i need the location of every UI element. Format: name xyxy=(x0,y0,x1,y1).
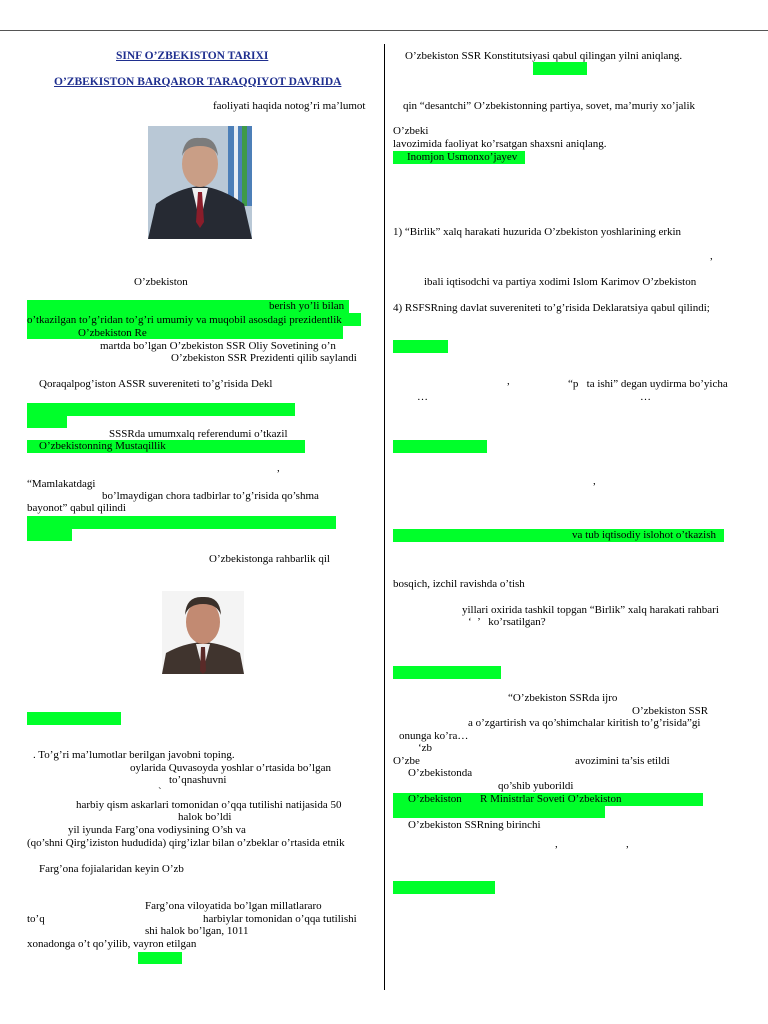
text-line: . To’g’ri ma’lumotlar berilgan javobni toping. xyxy=(33,749,235,761)
highlight-bar xyxy=(393,440,487,453)
text-line: bayonot” qabul qilindi xyxy=(27,502,126,514)
text-line: … xyxy=(640,391,651,403)
text-line: O’zbekistonga rahbarlik qil xyxy=(209,553,330,565)
text-line: , xyxy=(710,250,713,262)
text-line: to’qnashuvni xyxy=(169,774,227,786)
text-line: halok bo’ldi xyxy=(178,811,232,823)
text-line: o’tkazilgan to’g’ridan to’g’ri umumiy va muqobil asosdagi prezidentlik xyxy=(27,314,342,326)
text-line: O’zbe xyxy=(393,755,420,767)
text-line: a o’zgartirish va qo’shimchalar kiritish to’g’risida”gi xyxy=(468,717,701,729)
text-line: “O’zbekiston SSRda ijro xyxy=(508,692,618,704)
text-line: harbiylar tomonidan o’qqa tutilishi xyxy=(203,913,357,925)
text-line: martda bo’lgan O’zbekiston SSR Oliy Sovetining o’n xyxy=(100,340,336,352)
text-line: O’zbekiston xyxy=(408,793,462,805)
text-line: harbiy qism askarlari tomonidan o’qqa tutilishi natijasida 50 xyxy=(76,799,342,811)
top-rule xyxy=(0,30,768,31)
text-line: xonadonga o’t qo’yilib, vayron etilgan xyxy=(27,938,197,950)
highlight-bar xyxy=(393,806,605,818)
text-line: Farg’ona fojialaridan keyin O’zb xyxy=(39,863,184,875)
text-line: , xyxy=(593,475,596,487)
text-line: R Ministrlar Soveti O’zbekiston xyxy=(480,793,622,805)
text-line: , xyxy=(277,462,280,474)
text-line: lavozimida faoliyat ko’rsatgan shaxsni aniqlang. xyxy=(393,138,607,150)
text-line: (qo’shni Qirg’iziston hududida) qirg’izlar bilan o’zbeklar o’rtasida etnik xyxy=(27,837,345,849)
text-line: “Mamlakatdagi xyxy=(27,478,96,490)
page-subtitle: O’ZBEKISTON BARQAROR TARAQQIYOT DAVRIDA xyxy=(54,76,342,88)
text-line: qin “desantchi” O’zbekistonning partiya, sovet, ma’muriy xo’jalik xyxy=(403,100,696,112)
portrait-photo xyxy=(162,591,244,674)
highlight-bar xyxy=(393,340,448,353)
text-line: ` xyxy=(158,786,162,798)
text-line: SSSRda umumxalq referendumi o’tkazil xyxy=(109,428,288,440)
text-line: O’zbekiston SSR Prezidenti qilib saylandi xyxy=(171,352,357,364)
text-line: to’q xyxy=(27,913,45,925)
text-line: 1) “Birlik” xalq harakati huzurida O’zbekiston yoshlarining erkin xyxy=(393,226,682,238)
page-title: SINF O’ZBEKISTON TARIXI xyxy=(116,50,269,62)
text-line: avozimini ta’sis etildi xyxy=(575,755,670,767)
text-line: O’zbekiston Re xyxy=(78,327,147,339)
text-line: , xyxy=(626,838,629,850)
text-line: … xyxy=(417,391,428,403)
highlight-bar xyxy=(27,529,72,541)
text-line: oylarida Quvasoyda yoshlar o’rtasida bo’lgan xyxy=(130,762,331,774)
highlight-bar xyxy=(393,881,495,894)
text-line: , xyxy=(555,838,558,850)
text-line: shi halok bo’lgan, 1011 xyxy=(145,925,249,937)
highlight-bar xyxy=(27,416,67,428)
text-line: O’zbekistonning Mustaqillik xyxy=(39,440,166,452)
text-line: ‘zb xyxy=(418,742,433,754)
text-line: yil iyunda Farg’ona vodiysining O’sh va xyxy=(68,824,246,836)
text-line: O’zbekiston SSRning birinchi xyxy=(408,819,541,831)
highlight-bar xyxy=(27,516,336,529)
text-line: O’zbekistonda xyxy=(408,767,473,779)
text-line: Inomjon Usmonxo’jayev xyxy=(407,151,518,163)
text-line: Qoraqalpog’iston ASSR suvereniteti to’g’risida Dekl xyxy=(39,378,273,390)
highlight-bar xyxy=(27,403,295,416)
column-divider xyxy=(384,44,385,990)
text-line: bosqich, izchil ravishda o’tish xyxy=(393,578,525,590)
text-line: berish yo’li bilan xyxy=(269,300,345,312)
text-line: 4) RSFSRning davlat suvereniteti to’g’risida Deklaratsiya qabul qilindi; xyxy=(393,302,710,314)
text-line: qo’shib yuborildi xyxy=(498,780,574,792)
text-line: Farg’ona viloyatida bo’lgan millatlararo xyxy=(145,900,322,912)
highlight-bar xyxy=(393,666,501,679)
highlight-bar xyxy=(533,62,587,75)
highlight-bar xyxy=(27,712,121,725)
text-line: O’zbekiston SSR xyxy=(632,705,709,717)
text-line: ibali iqtisodchi va partiya xodimi Islom Karimov O’zbekiston xyxy=(424,276,697,288)
text-line: , xyxy=(507,375,510,387)
text-line: bo’lmaydigan chora tadbirlar to’g’risida qo’shma xyxy=(102,490,319,502)
text-line: O’zbekiston xyxy=(134,276,188,288)
text-line: faoliyati haqida notog’ri ma’lumot xyxy=(213,100,366,112)
highlight-bar xyxy=(27,326,343,339)
text-line: O’zbeki xyxy=(393,125,429,137)
text-line: onunga ko’ra… xyxy=(399,730,469,742)
highlight-bar xyxy=(138,952,182,964)
text-line: “p ta ishi” degan uydirma bo’yicha xyxy=(568,378,728,390)
text-line: va tub iqtisodiy islohot o’tkazish xyxy=(572,529,717,541)
portrait-photo xyxy=(148,126,252,239)
text-line: yillari oxirida tashkil topgan “Birlik” xalq harakati rahbari xyxy=(462,604,719,616)
text-line: ‘ ’ ko’rsatilgan? xyxy=(468,616,546,628)
text-line: O’zbekiston SSR Konstitutsiyasi qabul qilingan yilni aniqlang. xyxy=(405,50,683,62)
